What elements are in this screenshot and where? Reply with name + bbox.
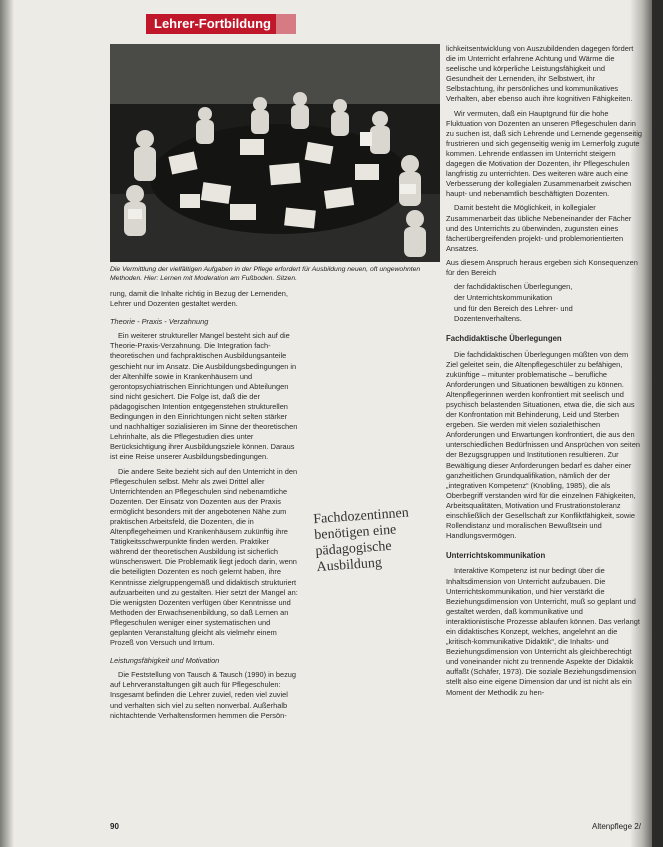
paragraph: Die fachdidaktischen Überlegungen müßten von dem Ziel geleitet sein, die Altenpflegeschüler zu befähigen, zukünftige – mitunter problematische – berufliche Anforderungen und Situationen bewältigen zu können. Altenpflegerinnen werden konfrontiert mit seelisch und psychisch belastenden Situationen, etwa die, die sich aus der Konfrontation mit Behinderung, Leid und Sterben ergeben. Sie werden mit vielen sozialethischen Anforderungen und Erwartungen konfrontiert, die aus den unterschiedlichen Bedürfnissen und Ansprüchen von seiten der Bezugsgruppen und Institutionen resultieren. Zur Bewältigung dieser Anforderungen bedarf es daher einer ganzheitlichen Grundqualifikation, nämlich der der „integrativen Kompetenz“ (Knobling, 1985), die als Oberbegriff verstanden wird für die einzelnen Fähigkeiten, Arbeitsqualitäten, Motivation und Frustrationstoleranz einschließlich der Gesellschaft zur Konfliktfähigkeit, sowie Rollendistanz und moralischen Bewußtsein und Handlungsvermögen. xyxy=(446,349,640,541)
section-heading: Unterrichtskommunikation xyxy=(446,551,546,561)
group-photo xyxy=(110,44,440,262)
paragraph: lichkeitsentwicklung von Auszubildenden dagegen fördert die im Unterricht erfahrene Achtung und Wärme die seelische und körperliche Leistungsfähigkeit und Gesundheit der Lernenden, ihr Selbstwert, ihr Selbstachtung, ihr persönliches und kommunikatives Verhalten, aber ebenso auch ihre kognitiven Fähigkeiten. xyxy=(446,44,634,104)
left-column xyxy=(110,289,298,805)
paragraph: Ein weiterer struktureller Mangel besteht sich auf die Theorie-Praxis-Verzahnung. Die Integration fach-theoretischen und fachpraktischen Ausbildungsanteile geschieht nur im Ansatz. Die Ausbildungsbedingungen in der Altenhilfe sowie in Krankenhäusern und gerontopsychiatrischen Einrichtungen und Abteilungen sind nicht gesichert. Die Folge ist, daß die der pädagogischen Intention entgegenstehen strukturellen Bedingungen in den Einrichtungen nicht selten stärker und nachhaltiger sozialisieren im Sinne der theoretischen Lehrinhalte, als die Pflegestudien dies unter Berücksichtigung ihrer Ausbildungsziele können. Daraus ist eine Reise unserer Ausbildungsbedingungen. xyxy=(110,331,298,462)
paragraph: Aus diesem Anspruch heraus ergeben sich Konsequenzen für den Bereich xyxy=(446,257,638,277)
paragraph: rung, damit die Inhalte richtig in Bezug der Lernenden, Lehrer und Dozenten gestaltet werden. xyxy=(110,289,288,309)
paragraph: Damit besteht die Möglichkeit, in kollegialer Zusammenarbeit das übliche Nebeneinander der Fächer und des Unterrichts zu überwinden, zugunsten eines fächerübergreifenden projekt- und problemorientierten Ansatzes. xyxy=(446,203,632,253)
binding-shadow xyxy=(0,0,14,847)
section-heading: Fachdidaktische Überlegungen xyxy=(446,334,562,344)
paragraph: Wir vermuten, daß ein Hauptgrund für die hohe Fluktuation von Dozenten an unseren Pflegeschulen darin zu suchen ist, daß sich Lehrende und Lernende gegenseitig frustrieren und sich gegenseitig wenig im Lernerfolg zugute kommen. Lehrende entlassen im Unterricht steigern dagegen die Motivation der Dozenten, ihr Pflegeschulen langfristig zu unterrichten. Des weiteren wäre auch eine Verbesserung der kollegialen Zusammenarbeit zwischen haupt- und nebenamtlich beschäftigten Dozenten. xyxy=(446,108,642,199)
photo-caption: Die Vermittlung der vielfältigen Aufgaben in der Pflege erfordert für Ausbildung neuen, oft ungewohnten Methoden. Hier: Lernen mit Moderation am Fußboden. Sitzen. xyxy=(110,266,421,282)
section-banner: Lehrer-Fortbildung xyxy=(146,14,276,34)
paragraph: Interaktive Kompetenz ist nur bedingt über die Inhaltsdimension von Unterricht aufzubauen. Die Unterrichtskommunikation, und hier verstärkt die Beziehungsdimension von Unterricht, muß so geplant und gestaltet werden, daß kommunikative und interaktionistische Prozesse ablaufen können. Das verlangt ein didaktisches Konzept, welches, angelehnt an die „kritisch-kommunikative Didaktik“, die Inhalts- und Beziehungsdimension von Unterricht als gleichberechtigt und voneinander nicht zu trennende Aspekte der Didaktik auffaßt (Schäfer, 1973). Die soziale Beziehungsdimension stellt also eine eigene Dimension dar und ist nicht als ein Moment der Methodik zu hen- xyxy=(446,566,640,697)
paragraph: Die Feststellung von Tausch & Tausch (1990) in bezug auf Lehrveranstaltungen gilt auch für Pflegeschulen: Insgesamt befinden die Lehrer zuviel, reden viel zuviel und verhalten sich viel zu selten nonverbal. Außerhalb nichtachtende Verhaltensformen hemmen die Persön- xyxy=(110,670,297,720)
subheading: Theorie - Praxis - Verzahnung xyxy=(110,317,209,327)
page-number: 90 xyxy=(110,822,119,831)
list-item: und für den Bereich des Lehrer- und Dozentenverhaltens. xyxy=(454,304,573,324)
pull-quote: Fachdozentinnen benötigen eine pädagogische Ausbildung xyxy=(312,505,410,576)
right-column xyxy=(446,44,642,814)
banner-accent xyxy=(276,14,296,34)
subheading: Leistungsfähigkeit und Motivation xyxy=(110,656,220,666)
group-photo-illustration xyxy=(110,44,440,262)
paragraph: Die andere Seite bezieht sich auf den Unterricht in den Pflegeschulen selbst. Mehr als zwei Drittel aller Unterrichtenden an Pflegeschulen sind nebenamtliche Dozenten. Der Einsatz von Dozenten aus der Praxis ermöglicht besonders mit der angebotenen Nähe zum praktischen Arbeitsfeld, die Dozenten, die in Altenpflegeheimen und Krankenhäusern zukünftig ihre Tätigkeitsschwerpunkte finden werden. Praktiker während der theoretischen Ausbildung ist sicherlich wünschenswert. Die Problematik liegt jedoch darin, wenn die beteiligten Dozenten es noch gelernt haben, ihre Kenntnisse zielgruppengemäß und didaktisch strukturiert aufzuarbeiten und zu gestalten. Hier setzt der Mangel an: Die wenigsten Dozenten verfügen über Kenntnisse und Methoden der Erwachsenenbildung, so daß Lernen an Pflegeschulen weniger einer systematischen und geplanten Veranstaltung gleicht als vielmehr einem Prozeß von Versuch und Irrtum. xyxy=(110,466,298,648)
journal-name: Altenpflege 2/ xyxy=(592,822,641,831)
list-item: der Unterrichtskommunikation xyxy=(454,293,553,303)
list-item: der fachdidaktischen Überlegungen, xyxy=(454,282,573,292)
